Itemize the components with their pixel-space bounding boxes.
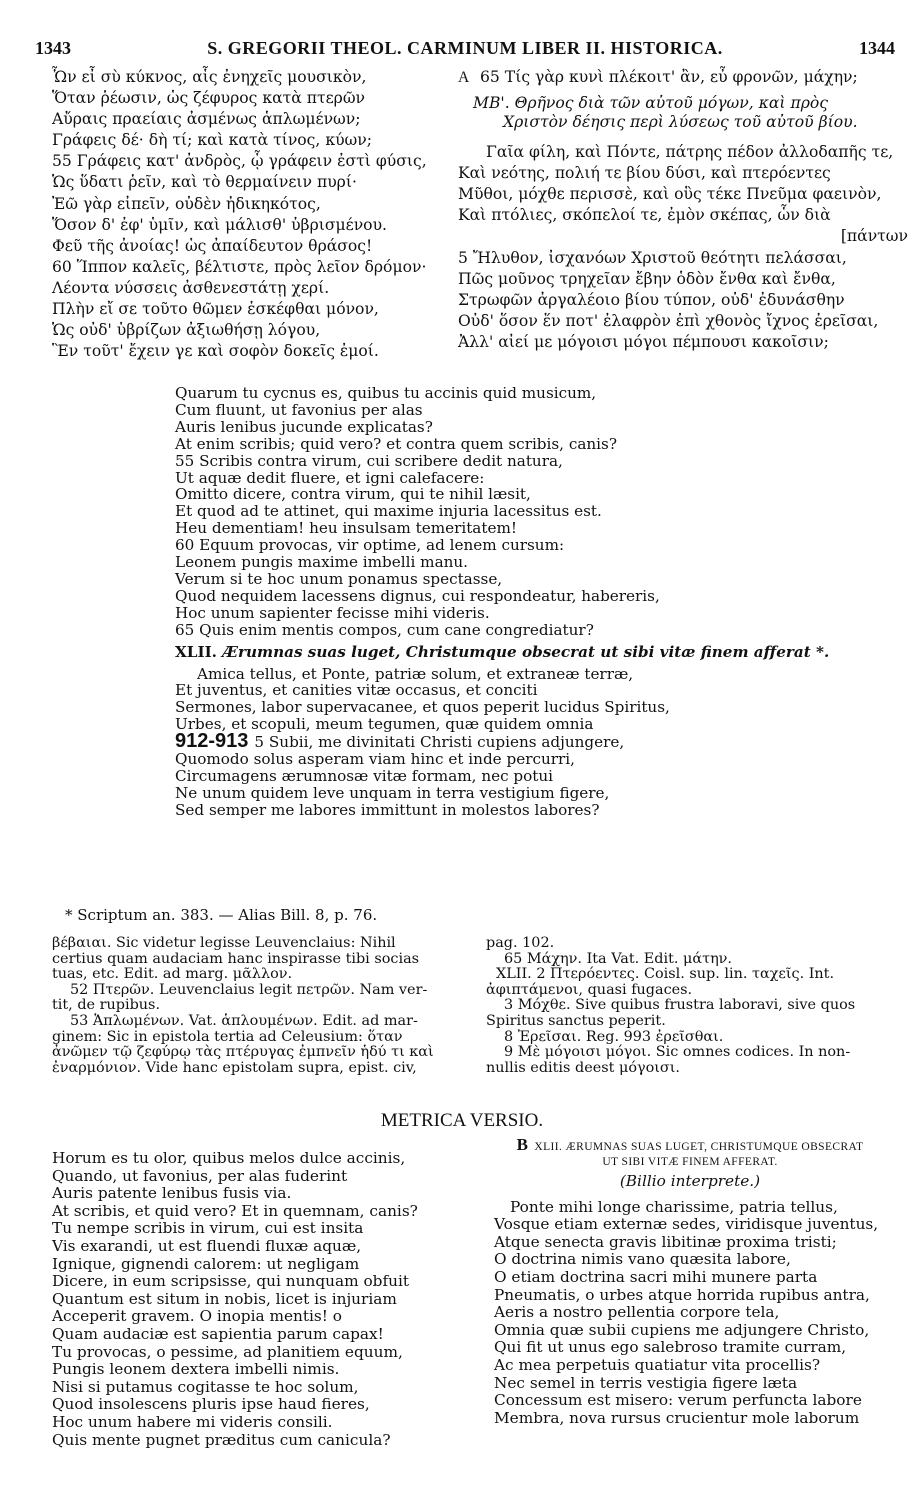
interpreter-credit: (Billio interprete.) bbox=[619, 1172, 761, 1190]
greek-line: Ἐῶ γὰρ εἰπεῖν, οὐδὲν ἠδικηκότος, bbox=[52, 194, 321, 213]
latin-line: Ne unum quidem leve unquam in terra vestigium figere, bbox=[175, 783, 610, 802]
greek-line: Μῦθοι, μόχθε περισσὲ, καὶ οὓς τέκε Πνεῦμα φαεινὸν, bbox=[458, 185, 882, 204]
greek-line: Γράφεις δέ· δὴ τί; καὶ κατὰ τίνος, κύων; bbox=[52, 131, 373, 150]
greek-text-left-column bbox=[52, 67, 452, 362]
latin-line: Verum si te hoc unum ponamus spectasse, bbox=[175, 569, 503, 588]
versio-line: At scribis, et quid vero? Et in quemnam, canis? bbox=[52, 1201, 418, 1220]
latin-line: At enim scribis; quid vero? et contra quem scribis, canis? bbox=[175, 434, 617, 453]
greek-line: Ἀλλ' αἰεί με μόγοισι μόγοι πέμπουσι κακοῖσιν; bbox=[458, 332, 829, 351]
latin-line-with-column-ref bbox=[175, 730, 815, 753]
latin-line: Cum fluunt, ut favonius per alas bbox=[175, 400, 423, 419]
critical-notes-right bbox=[486, 936, 906, 1076]
versio-line: Omnia quæ subii cupiens me adjungere Christo, bbox=[494, 1320, 870, 1339]
footnote: * Scriptum an. 383. — Alias Bill. 8, p. 76. bbox=[65, 906, 378, 924]
note-line: βέβαιαι. Sic videtur legisse Leuvenclaius: Nihil bbox=[52, 935, 396, 951]
column-marker-b: B bbox=[516, 1135, 529, 1154]
versio-line: Ponte mihi longe charissime, patria tellus, bbox=[510, 1197, 838, 1216]
versio-line: Nec semel in terris vestigia figere læta bbox=[494, 1373, 798, 1392]
versio-line: Vosque etiam externæ sedes, viridisque juventus, bbox=[494, 1215, 879, 1234]
greek-line: Οὐδ' ὅσον ἕν ποτ' ἐλαφρὸν ἐπὶ χθονὸς ἴχνος ἐρεῖσαι, bbox=[458, 311, 879, 330]
greek-line: Λέοντα νύσσεις ἀσθενεστάτῃ χερί. bbox=[52, 278, 330, 297]
latin-line: Heu dementiam! heu insulsam temeritatem! bbox=[175, 519, 517, 538]
versio-line: Hoc unum habere mi videris consili. bbox=[52, 1412, 333, 1431]
latin-line: Sed semper me labores immittunt in molestos labores? bbox=[175, 800, 600, 819]
greek-line: 55 Γράφεις κατ' ἀνδρὸς, ᾧ γράφειν ἐστὶ φύσις, bbox=[52, 152, 427, 171]
right-page-number: 1344 bbox=[859, 38, 895, 58]
latin-line: Hoc unum sapienter fecisse mihi videris. bbox=[175, 603, 490, 622]
poem-title-text: Ærumnas suas luget, Christumque obsecrat ut sibi vitæ finem afferat *. bbox=[222, 642, 830, 661]
latin-line: Quod nequidem lacessens dignus, cui respondeatur, habereris, bbox=[175, 586, 660, 605]
greek-line: 5 Ἤλυθον, ἰσχανόων Χριστοῦ θεότητι πελάσσαι, bbox=[458, 248, 847, 267]
greek-line: Αὔραις πραείαις ἀσμένως ἁπλωμένων; bbox=[52, 110, 361, 129]
greek-line-65 bbox=[458, 67, 908, 88]
versio-line: Quantum est situm in nobis, licet is injuriam bbox=[52, 1289, 397, 1308]
poem-number: XLII. bbox=[175, 642, 217, 661]
note-line: ἀνῶμεν τῷ ζεφύρῳ τὰς πτέρυγας ἐμπνεῖν ἡδύ τι καὶ bbox=[52, 1044, 434, 1061]
latin-line: Leonem pungis maxime imbelli manu. bbox=[175, 553, 469, 572]
greek-line: Καὶ νεότης, πολιή τε βίου δύσι, καὶ πτερόεντες bbox=[458, 164, 831, 183]
greek-line: 60 Ἵππον καλεῖς, βέλτιστε, πρὸς λεῖον δρόμον· bbox=[52, 257, 427, 276]
latin-line: Urbes, et scopuli, meum tegumen, quæ quidem omnia bbox=[175, 715, 594, 734]
note-line: certius quam audaciam hanc inspirasse tibi socias bbox=[52, 950, 420, 967]
versio-line: Tu nempe scribis in virum, cui est insita bbox=[52, 1219, 364, 1238]
greek-line-text: 65 Τίς γὰρ κυνὶ πλέκοιτ' ἂν, εὖ φρονῶν, μάχην; bbox=[480, 68, 858, 86]
versio-line: O etiam doctrina sacri mihi munere parta bbox=[494, 1267, 818, 1286]
greek-line-continuation: [πάντων bbox=[840, 227, 908, 246]
latin-line: Et juventus, et canities vitæ occasus, et conciti bbox=[175, 681, 538, 700]
latin-line: Auris lenibus jucunde explicatas? bbox=[175, 417, 433, 436]
versio-line: Acceperit gravem. O inopia mentis! o bbox=[52, 1307, 342, 1326]
versio-line: Pneumatis, o urbes atque horrida rupibus antra, bbox=[494, 1285, 870, 1304]
greek-line: Φεῦ τῆς ἀνοίας! ὡς ἀπαίδευτον θράσος! bbox=[52, 236, 373, 255]
poem-heading-line: ΜΒ'. Θρῆνος διὰ τῶν αὐτοῦ μόγων, καὶ πρὸς bbox=[473, 94, 829, 113]
versio-line: Quod insolescens pluris ipse haud fieres, bbox=[52, 1395, 370, 1414]
note-line: Spiritus sanctus peperit. bbox=[486, 1012, 666, 1029]
greek-line: Ὅσον δ' ἐφ' ὑμῖν, καὶ μάλισθ' ὑβρισμένου. bbox=[52, 215, 388, 234]
versio-line: Vis exarandi, ut est fluendi fluxæ aquæ, bbox=[52, 1236, 362, 1255]
note-line: tuas, etc. Edit. ad marg. μᾶλλον. bbox=[52, 966, 293, 983]
versio-line: Aeris a nostro pellentia corpore tela, bbox=[494, 1303, 780, 1322]
greek-line: Πλὴν εἴ σε τοῦτο θῶμεν ἐσκέφθαι μόνον, bbox=[52, 300, 379, 319]
versio-line: Ignique, gignendi calorem: ut negligam bbox=[52, 1254, 360, 1273]
versio-line: Atque senecta gravis libitinæ proxima tristi; bbox=[494, 1232, 837, 1251]
metrica-versio-right bbox=[470, 1137, 910, 1427]
note-line: pag. 102. bbox=[486, 935, 555, 951]
versio-heading-text: XLII. ÆRUMNAS SUAS LUGET, CHRISTUMQUE OBSECRAT bbox=[534, 1141, 864, 1153]
greek-line: Ὧν εἶ σὺ κύκνος, αἷς ἐνηχεῖς μουσικὸν, bbox=[52, 68, 367, 86]
latin-line: 55 Scribis contra virum, cui scribere dedit natura, bbox=[175, 451, 563, 470]
greek-text-right-column bbox=[458, 67, 908, 353]
versio-line: Horum es tu olor, quibus melos dulce accinis, bbox=[52, 1149, 406, 1167]
versio-line: Concessum est misero: verum perfuncta labore bbox=[494, 1391, 862, 1410]
running-title: S. GREGORII THEOL. CARMINUM LIBER II. HISTORICA. bbox=[207, 38, 723, 58]
versio-line: Tu provocas, o pessime, ad planitiem equum, bbox=[52, 1342, 403, 1361]
versio-line: Quis mente pugnet præditus cum canicula? bbox=[52, 1430, 391, 1449]
note-line: ginem: Sic in epistola tertia ad Celeusium: ὅταν bbox=[52, 1028, 403, 1045]
latin-line: 65 Quis enim mentis compos, cum cane congrediatur? bbox=[175, 620, 594, 639]
greek-line: Ὅταν ῥέωσιν, ὡς ζέφυρος κατὰ πτερῶν bbox=[52, 89, 366, 108]
versio-line: Membra, nova rursus crucientur mole laborum bbox=[494, 1408, 860, 1427]
greek-line: Πῶς μοῦνος τρηχεῖαν ἔβην ὁδὸν ἔνθα καὶ ἔνθα, bbox=[458, 269, 836, 288]
versio-line: Quando, ut favonius, per alas fuderint bbox=[52, 1166, 348, 1185]
poem-heading-line: Χριστὸν δέησις περὶ λύσεως τοῦ αὐτοῦ βίου. bbox=[503, 113, 858, 132]
versio-heading-line: UT SIBI VITÆ FINEM AFFERAT. bbox=[602, 1156, 778, 1168]
note-line: 53 Ἁπλωμένων. Vat. ἁπλουμένων. Edit. ad mar- bbox=[70, 1012, 418, 1029]
versio-line: Qui fit ut unus ego salebroso tramite curram, bbox=[494, 1338, 847, 1357]
note-line: 9 Μὲ μόγοισι μόγοι. Sic omnes codices. In non- bbox=[504, 1044, 851, 1061]
latin-line: Sermones, labor supervacanee, et quos peperit lucidus Spiritus, bbox=[175, 698, 670, 717]
latin-line: Ut aquæ dedit fluere, et igni calefacere: bbox=[175, 468, 485, 487]
latin-line: 60 Equum provocas, vir optime, ad lenem cursum: bbox=[175, 536, 565, 555]
note-line: XLII. 2 Πτερόεντες. Coisl. sup. lin. ταχεῖς. Int. bbox=[496, 966, 835, 983]
versio-heading-line bbox=[470, 1137, 910, 1155]
poem-heading-greek bbox=[458, 94, 908, 132]
metrica-versio-left bbox=[52, 1150, 472, 1449]
running-header bbox=[35, 38, 895, 62]
versio-poem-body bbox=[470, 1199, 910, 1428]
note-line: 52 Πτερῶν. Leuvenclaius legit πετρῶν. Nam ver- bbox=[70, 981, 428, 998]
note-line: 8 Ἐρεῖσαι. Reg. 993 ἐρεῖσθαι. bbox=[504, 1028, 724, 1045]
note-line: nullis editis deest μόγοισι. bbox=[486, 1059, 680, 1076]
greek-line: Ὡς οὐδ' ὑβρίζων ἀξιωθήσῃ λόγου, bbox=[52, 321, 321, 340]
latin-line: Circumagens ærumnosæ vitæ formam, nec potui bbox=[175, 766, 554, 785]
note-line: 65 Μάχην. Ita Vat. Edit. μάτην. bbox=[504, 950, 733, 967]
note-line: tit, de rupibus. bbox=[52, 997, 161, 1014]
greek-line: Στρωφῶν ἀργαλέοιο βίου τύπον, οὐδ' ἐδυνάσθην bbox=[458, 290, 845, 309]
latin-line: Quomodo solus asperam viam hinc et inde percurri, bbox=[175, 750, 575, 769]
versio-line: Nisi si putamus cogitasse te hoc solum, bbox=[52, 1377, 359, 1396]
latin-line: Quarum tu cycnus es, quibus tu accinis quid musicum, bbox=[175, 384, 597, 402]
versio-line: Pungis leonem dextera imbelli nimis. bbox=[52, 1360, 340, 1379]
note-line: ἀφιπτάμενοι, quasi fugaces. bbox=[486, 981, 693, 998]
versio-line: O doctrina nimis vano quæsita labore, bbox=[494, 1250, 791, 1269]
poem-title-latin bbox=[175, 642, 830, 661]
versio-line: Auris patente lenibus fusis via. bbox=[52, 1184, 292, 1203]
greek-line: Ἓν τοῦτ' ἔχειν γε καὶ σοφὸν δοκεῖς ἐμοί. bbox=[52, 342, 379, 361]
versio-line: Dicere, in eum scripsisse, qui nunquam obfuit bbox=[52, 1272, 410, 1291]
column-reference: 912-913 bbox=[175, 730, 249, 753]
greek-line: Ὡς ὕδατι ῥεῖν, καὶ τὸ θερμαίνειν πυρί· bbox=[52, 173, 357, 192]
note-line: 3 Μόχθε. Sive quibus frustra laboravi, sive quos bbox=[504, 997, 856, 1014]
metrica-versio-heading: METRICA VERSIO. bbox=[380, 1110, 544, 1131]
note-line: ἐναρμόνιον. Vide hanc epistolam supra, epist. civ, bbox=[52, 1059, 417, 1076]
latin-line: Amica tellus, et Ponte, patriæ solum, et extraneæ terræ, bbox=[197, 664, 634, 683]
critical-notes-left bbox=[52, 936, 470, 1076]
latin-line-text: 5 Subii, me divinitati Christi cupiens adjungere, bbox=[254, 733, 625, 752]
greek-line: Καὶ πτόλιες, σκόπελοί τε, ἐμὸν σκέπας, ὧν διὰ bbox=[458, 206, 831, 225]
versio-line: Ac mea perpetuis quatiatur vita procellis? bbox=[494, 1355, 821, 1374]
latin-line: Et quod ad te attinet, qui maxime injuria lacessitus est. bbox=[175, 502, 602, 521]
greek-line: Γαῖα φίλη, καὶ Πόντε, πάτρης πέδον ἀλλοδαπῆς τε, bbox=[486, 143, 894, 162]
versio-poem-heading bbox=[470, 1137, 910, 1170]
left-page-number: 1343 bbox=[35, 38, 71, 58]
versio-line: Quam audaciæ est sapientia parum capax! bbox=[52, 1324, 384, 1343]
column-marker-a: A bbox=[458, 69, 470, 86]
latin-translation-block bbox=[175, 384, 830, 819]
latin-line: Omitto dicere, contra virum, qui te nihil læsit, bbox=[175, 485, 531, 504]
